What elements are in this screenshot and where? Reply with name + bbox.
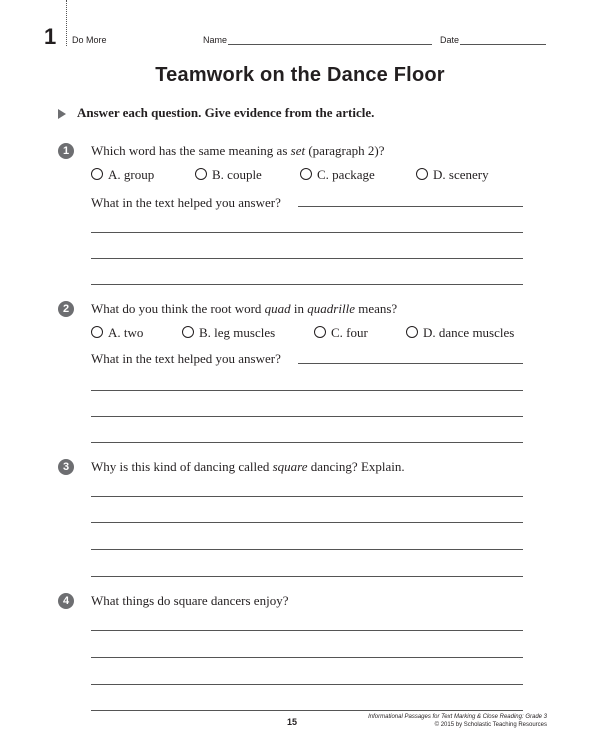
radio-icon[interactable] (314, 326, 326, 338)
q2-choice-d[interactable]: D. dance muscles (406, 325, 514, 341)
radio-icon[interactable] (416, 168, 428, 180)
q3-answer-line[interactable] (91, 522, 523, 523)
q2-evidence-line[interactable] (298, 363, 523, 364)
q1-answer-line[interactable] (91, 284, 523, 285)
q2-answer-line[interactable] (91, 442, 523, 443)
q1-choice-c[interactable]: C. package (300, 167, 375, 183)
q1-answer-line[interactable] (91, 258, 523, 259)
play-triangle-icon (58, 109, 66, 119)
date-label: Date (440, 35, 460, 45)
question-number-4: 4 (58, 593, 74, 609)
q1-evidence-line[interactable] (298, 206, 523, 207)
q2-choice-a[interactable]: A. two (91, 325, 143, 341)
instructions: Answer each question. Give evidence from the article. (77, 105, 375, 120)
margin-dotted-line (66, 0, 67, 46)
question-4-text: What things do square dancers enjoy? (91, 593, 289, 608)
q2-choice-b[interactable]: B. leg muscles (182, 325, 275, 341)
name-field[interactable] (228, 44, 432, 45)
radio-icon[interactable] (182, 326, 194, 338)
question-2-text: What do you think the root word quad in quadrille means? (91, 301, 398, 316)
question-3-text: Why is this kind of dancing called square dancing? Explain. (91, 459, 405, 474)
q1-evidence-prompt: What in the text helped you answer? (91, 195, 281, 210)
name-label: Name (203, 35, 228, 45)
q1-answer-line[interactable] (91, 232, 523, 233)
radio-icon[interactable] (195, 168, 207, 180)
radio-icon[interactable] (91, 168, 103, 180)
q3-answer-line[interactable] (91, 576, 523, 577)
q1-choice-a[interactable]: A. group (91, 167, 154, 183)
date-field[interactable] (460, 44, 546, 45)
page-title: Teamwork on the Dance Floor (155, 64, 445, 86)
q3-answer-line[interactable] (91, 496, 523, 497)
q4-answer-line[interactable] (91, 657, 523, 658)
page-number: 15 (286, 717, 297, 727)
question-number-2: 2 (58, 301, 74, 317)
q4-answer-line[interactable] (91, 630, 523, 631)
q4-answer-line[interactable] (91, 710, 523, 711)
q2-evidence-prompt: What in the text helped you answer? (91, 351, 281, 366)
q3-answer-line[interactable] (91, 549, 523, 550)
credit-line-1: Informational Passages for Text Marking & Close Reading: Grade 3 (368, 714, 547, 720)
radio-icon[interactable] (91, 326, 103, 338)
credit-line-2: © 2015 by Scholastic Teaching Resources (434, 722, 547, 728)
q1-choice-b[interactable]: B. couple (195, 167, 262, 183)
q2-answer-line[interactable] (91, 390, 523, 391)
section-label: Do More (72, 35, 107, 45)
radio-icon[interactable] (300, 168, 312, 180)
question-1-text: Which word has the same meaning as set (paragraph 2)? (91, 143, 385, 158)
radio-icon[interactable] (406, 326, 418, 338)
q2-choice-c[interactable]: C. four (314, 325, 368, 341)
lesson-number: 1 (44, 24, 57, 49)
question-number-3: 3 (58, 459, 74, 475)
q2-answer-line[interactable] (91, 416, 523, 417)
q1-choice-d[interactable]: D. scenery (416, 167, 489, 183)
q4-answer-line[interactable] (91, 684, 523, 685)
question-number-1: 1 (58, 143, 74, 159)
